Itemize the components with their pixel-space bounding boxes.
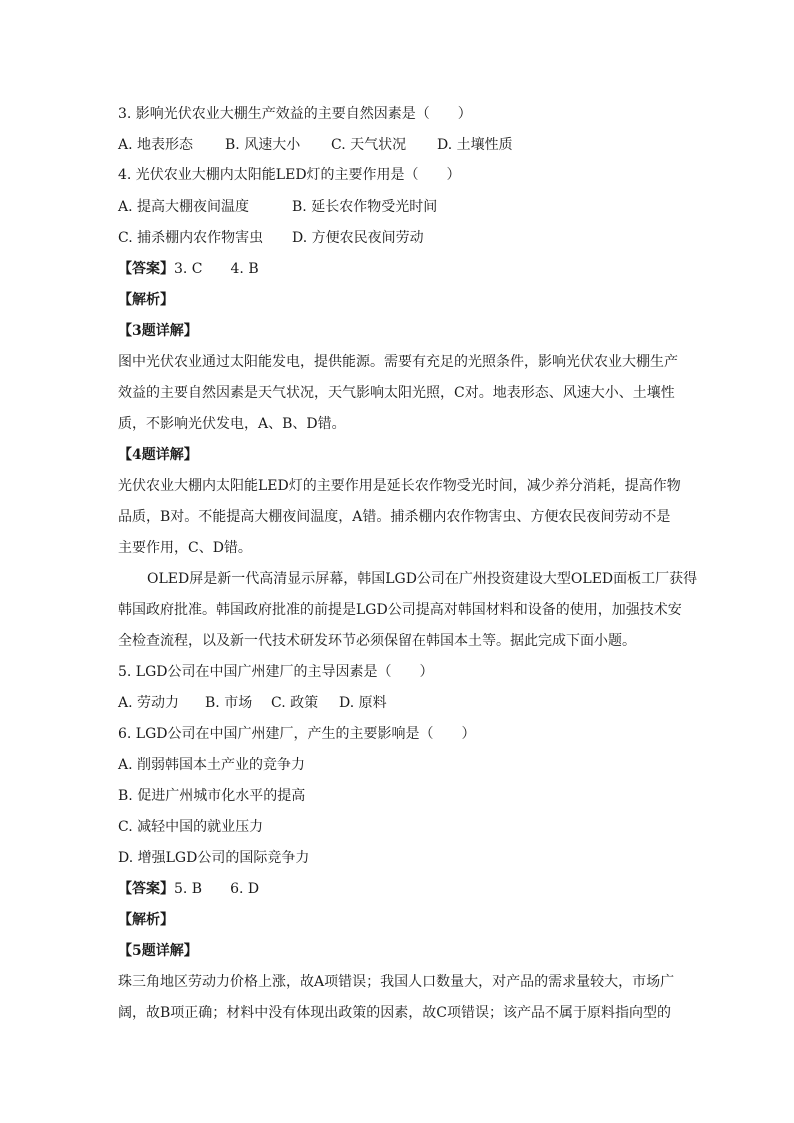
answer-5-6 (118, 880, 259, 898)
q5-option-d: D. 原料 (339, 695, 387, 711)
detail-5-line: 珠三角地区劳动力价格上涨，故A项错误；我国人口数量大，对产品的需求量较大，市场广 (118, 974, 675, 990)
detail-4-label: 【4题详解】 (118, 447, 198, 463)
passage-line: 韩国政府批准。韩国政府批准的前提是LGD公司提高对韩国材料和设备的使用，加强技术安 (118, 602, 682, 618)
q4-option-a: A. 提高大棚夜间温度 (118, 199, 250, 215)
question-6-stem: 6. LGD公司在中国广州建厂，产生的主要影响是（ ） (118, 726, 476, 742)
question-3-options (118, 136, 513, 154)
question-4-stem: 4. 光伏农业大棚内太阳能LED灯的主要作用是（ ） (118, 167, 461, 183)
question-4-options-row-2 (118, 229, 424, 247)
q6-option-a: A. 削弱韩国本土产业的竞争力 (118, 757, 306, 773)
answer-text: 5. B 6. D (174, 881, 260, 897)
question-4-options-row-1 (118, 198, 437, 216)
analysis-label: 【解析】 (118, 292, 174, 308)
answer-label: 【答案】 (118, 261, 174, 277)
question-5-options (118, 694, 387, 712)
q3-option-d: D. 土壤性质 (437, 137, 513, 153)
detail-4-line: 光伏农业大棚内太阳能LED灯的主要作用是延长农作物受光时间，减少养分消耗，提高作物 (118, 478, 681, 494)
q4-option-c: C. 捕杀棚内农作物害虫 (118, 230, 264, 246)
q3-option-c: C. 天气状况 (331, 137, 407, 153)
q4-option-b: B. 延长农作物受光时间 (292, 199, 438, 215)
question-5-stem: 5. LGD公司在中国广州建厂的主导因素是（ ） (118, 664, 434, 680)
detail-5-label: 【5题详解】 (118, 943, 198, 959)
question-3-stem: 3. 影响光伏农业大棚生产效益的主要自然因素是（ ） (118, 106, 472, 122)
passage-line: OLED屏是新一代高清显示屏幕，韩国LGD公司在广州投资建设大型OLED面板工厂获得 (147, 571, 698, 587)
q5-option-a: A. 劳动力 (118, 695, 180, 711)
passage-line: 全检查流程，以及新一代技术研发环节必须保留在韩国本土等。据此完成下面小题。 (118, 633, 636, 649)
detail-3-line: 质，不影响光伏发电，A、B、D错。 (118, 416, 346, 432)
q4-option-d: D. 方便农民夜间劳动 (292, 230, 424, 246)
q6-option-d: D. 增强LGD公司的国际竞争力 (118, 850, 310, 866)
answer-3-4 (118, 260, 259, 278)
q5-option-c: C. 政策 (271, 695, 319, 711)
answer-label: 【答案】 (118, 881, 174, 897)
answer-text: 3. C 4. B (174, 261, 259, 277)
q5-option-b: B. 市场 (205, 695, 253, 711)
detail-3-line: 效益的主要自然因素是天气状况，天气影响太阳光照，C对。地表形态、风速大小、土壤性 (118, 385, 675, 401)
detail-4-line: 品质，B对。不能提高大棚夜间温度，A错。捕杀棚内农作物害虫、方便农民夜间劳动不是 (118, 509, 671, 525)
q6-option-c: C. 减轻中国的就业压力 (118, 819, 264, 835)
detail-4-line: 主要作用，C、D错。 (118, 540, 252, 556)
q3-option-a: A. 地表形态 (118, 137, 194, 153)
detail-5-line: 阔，故B项正确；材料中没有体现出政策的因素，故C项错误；该产品不属于原料指向型的 (118, 1005, 671, 1021)
q3-option-b: B. 风速大小 (225, 137, 301, 153)
q6-option-b: B. 促进广州城市化水平的提高 (118, 788, 306, 804)
analysis-label: 【解析】 (118, 912, 174, 928)
detail-3-line: 图中光伏农业通过太阳能发电，提供能源。需要有充足的光照条件，影响光伏农业大棚生产 (118, 354, 678, 370)
detail-3-label: 【3题详解】 (118, 323, 198, 339)
